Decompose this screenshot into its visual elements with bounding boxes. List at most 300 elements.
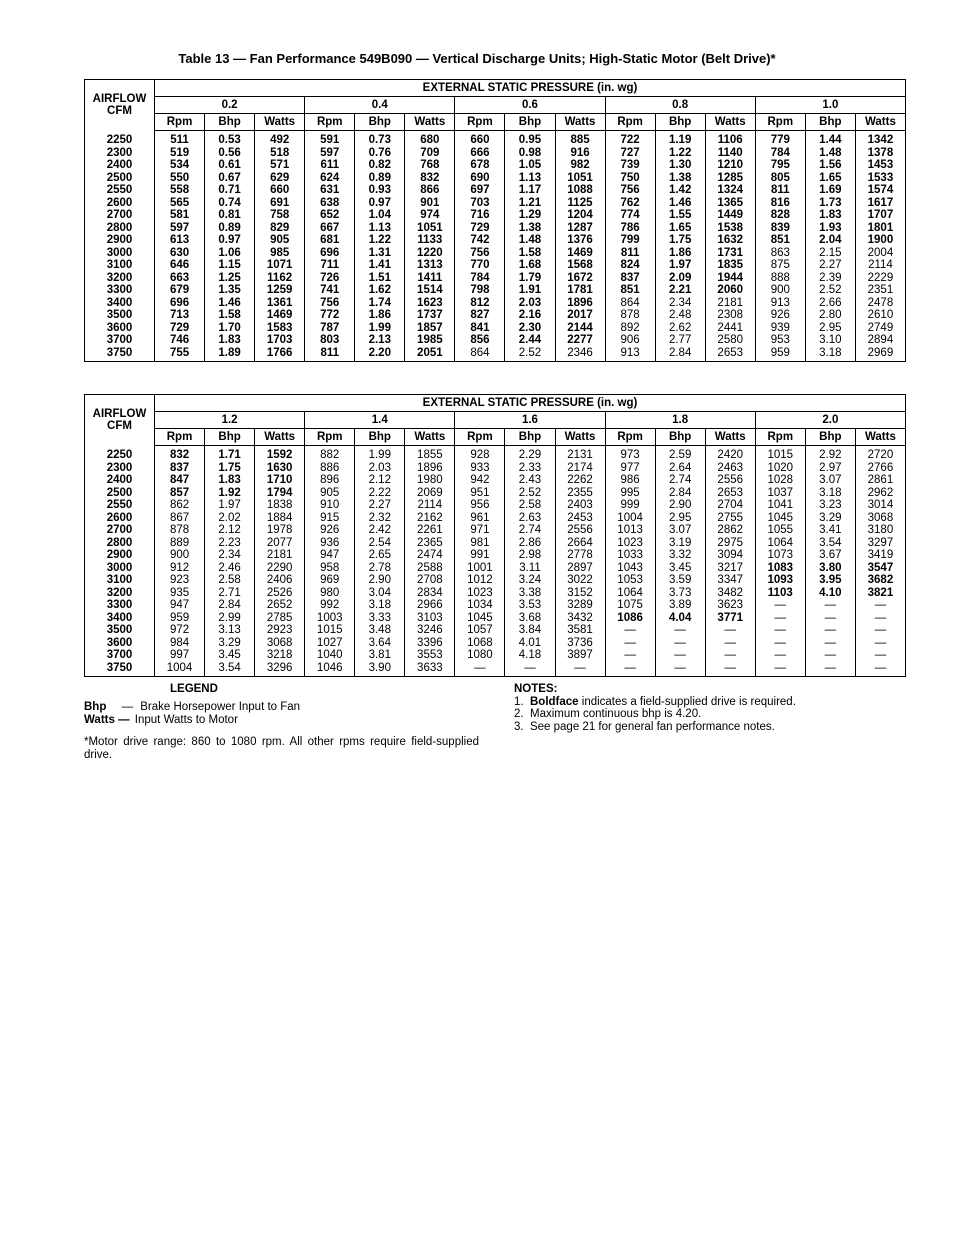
bhp-cell: 2.66 — [805, 297, 855, 310]
table-row — [85, 612, 906, 625]
rpm-cell: 915 — [305, 512, 355, 525]
table-row — [85, 131, 906, 147]
bhp-cell: 3.24 — [505, 574, 555, 587]
bhp-cell: 3.19 — [655, 537, 705, 550]
watts-cell: 3771 — [705, 612, 755, 625]
rpm-cell: 1057 — [455, 624, 505, 637]
watts-cell: 1944 — [705, 272, 755, 285]
rpm-cell: 811 — [755, 184, 805, 197]
rpm-cell: 750 — [605, 172, 655, 185]
rpm-cell: 969 — [305, 574, 355, 587]
watts-cell: 2365 — [405, 537, 455, 550]
rpm-cell: 981 — [455, 537, 505, 550]
watts-cell: 2897 — [555, 562, 605, 575]
column-header-watts: Watts — [705, 114, 755, 131]
rpm-cell: 977 — [605, 462, 655, 475]
bhp-cell: 2.63 — [505, 512, 555, 525]
rpm-cell: 923 — [169, 574, 190, 586]
watts-cell: 571 — [255, 159, 305, 172]
column-header-bhp: Bhp — [505, 429, 555, 446]
table-row — [85, 184, 906, 197]
rpm-cell: — — [605, 624, 655, 637]
bhp-cell: 1.13 — [355, 222, 405, 235]
rpm-cell: 803 — [305, 334, 355, 347]
watts-cell: 2894 — [855, 334, 905, 347]
bhp-cell: 0.67 — [205, 172, 255, 185]
bhp-cell: 2.29 — [505, 446, 555, 462]
watts-cell: 3103 — [405, 612, 455, 625]
legend-item-bhp — [84, 701, 300, 713]
rpm-cell: 972 — [169, 624, 190, 636]
bhp-cell: 3.32 — [655, 549, 705, 562]
watts-cell: 1900 — [855, 234, 905, 247]
bhp-cell: — — [505, 662, 555, 677]
bhp-cell: 1.65 — [805, 172, 855, 185]
bhp-cell: 1.73 — [805, 197, 855, 210]
rpm-cell: 799 — [605, 234, 655, 247]
rpm-cell: 1041 — [755, 499, 805, 512]
bhp-cell: 1.83 — [205, 334, 255, 347]
table-row — [85, 599, 906, 612]
table-row — [85, 446, 906, 462]
rpm-cell: 1020 — [755, 462, 805, 475]
rpm-cell: 756 — [605, 184, 655, 197]
bhp-cell: 0.98 — [505, 147, 555, 160]
watts-cell: — — [855, 599, 905, 612]
note-num: 1. — [514, 695, 524, 708]
rpm-cell: 1073 — [755, 549, 805, 562]
watts-cell: 1324 — [705, 184, 755, 197]
watts-cell: 866 — [405, 184, 455, 197]
table-row — [85, 172, 906, 185]
watts-cell: 1313 — [405, 259, 455, 272]
bhp-cell: 2.90 — [655, 499, 705, 512]
airflow-cell: 3200 — [85, 587, 155, 600]
rpm-cell: 935 — [169, 586, 190, 599]
watts-cell: 1623 — [405, 297, 455, 310]
watts-cell: 916 — [555, 147, 605, 160]
watts-cell: 3682 — [855, 574, 905, 587]
rpm-cell: 971 — [455, 524, 505, 537]
rpm-cell: 1012 — [455, 574, 505, 587]
watts-cell: 1125 — [555, 197, 605, 210]
watts-cell: 1737 — [405, 309, 455, 322]
legend-item-watts — [84, 714, 238, 726]
bhp-cell: 2.90 — [355, 574, 405, 587]
rpm-cell: 912 — [169, 561, 190, 574]
bhp-cell: 3.38 — [505, 587, 555, 600]
bhp-cell: 0.74 — [205, 197, 255, 210]
watts-cell: 1469 — [555, 247, 605, 260]
airflow-cell: 2500 — [85, 172, 155, 185]
legend-term: Watts — [84, 714, 115, 726]
bhp-cell: 2.74 — [655, 474, 705, 487]
watts-cell: 982 — [555, 159, 605, 172]
bhp-cell: 2.43 — [505, 474, 555, 487]
table-row — [85, 499, 906, 512]
airflow-cell: 2600 — [85, 197, 155, 210]
rpm-cell: 779 — [755, 131, 805, 147]
airflow-label: AIRFLOW — [92, 93, 147, 106]
bhp-cell: — — [805, 649, 855, 662]
bhp-cell: 1.58 — [505, 247, 555, 260]
bhp-cell: 2.12 — [355, 474, 405, 487]
table-row — [85, 587, 906, 600]
watts-cell: 2923 — [255, 624, 305, 637]
watts-cell: 3180 — [855, 524, 905, 537]
watts-cell: 974 — [405, 209, 455, 222]
rpm-cell: 581 — [169, 209, 190, 221]
bhp-cell: 2.86 — [505, 537, 555, 550]
rpm-cell: 933 — [455, 462, 505, 475]
airflow-cell: 3700 — [85, 334, 155, 347]
bhp-cell: 1.55 — [655, 209, 705, 222]
note-1 — [514, 696, 796, 709]
watts-cell: 1287 — [555, 222, 605, 235]
rpm-cell: — — [755, 637, 805, 650]
watts-cell: 2652 — [255, 599, 305, 612]
rpm-cell: 837 — [169, 461, 190, 474]
watts-cell: 2441 — [705, 322, 755, 335]
bhp-cell: 3.41 — [805, 524, 855, 537]
watts-cell: 518 — [255, 147, 305, 160]
rpm-cell: 886 — [305, 462, 355, 475]
bhp-cell: 2.78 — [355, 562, 405, 575]
note-bold: Boldface — [529, 695, 579, 708]
watts-cell: 2969 — [855, 347, 905, 362]
watts-cell: 1051 — [555, 172, 605, 185]
pressure-header: 1.6 — [455, 412, 605, 429]
airflow-header — [85, 395, 155, 446]
watts-cell: 1071 — [255, 259, 305, 272]
watts-cell: 2588 — [405, 562, 455, 575]
bhp-cell: 1.30 — [655, 159, 705, 172]
table-row — [85, 247, 906, 260]
bhp-cell: 1.17 — [505, 184, 555, 197]
bhp-cell: 3.11 — [505, 562, 555, 575]
watts-cell: 1220 — [405, 247, 455, 260]
watts-cell: 1838 — [255, 499, 305, 512]
watts-cell: 3432 — [555, 612, 605, 625]
legend-dash: — — [121, 701, 134, 713]
rpm-cell: 896 — [305, 474, 355, 487]
watts-cell: 2131 — [555, 446, 605, 462]
watts-cell: 768 — [405, 159, 455, 172]
table-row — [85, 209, 906, 222]
rpm-cell: 1037 — [755, 487, 805, 500]
rpm-cell: 597 — [169, 221, 190, 234]
bhp-cell: 2.74 — [505, 524, 555, 537]
rpm-cell: 722 — [605, 131, 655, 147]
column-header-bhp: Bhp — [805, 429, 855, 446]
bhp-cell: 0.73 — [355, 131, 405, 147]
bhp-cell: 3.73 — [655, 587, 705, 600]
watts-cell: 629 — [255, 172, 305, 185]
watts-cell: 3152 — [555, 587, 605, 600]
column-header-bhp: Bhp — [655, 429, 705, 446]
column-header-bhp: Bhp — [505, 114, 555, 131]
rpm-cell: 839 — [755, 222, 805, 235]
rpm-cell: 991 — [455, 549, 505, 562]
watts-cell: 2749 — [855, 322, 905, 335]
rpm-cell: 961 — [455, 512, 505, 525]
table-row — [85, 512, 906, 525]
watts-cell: 492 — [255, 131, 305, 147]
watts-cell: 1453 — [855, 159, 905, 172]
watts-cell: 1632 — [705, 234, 755, 247]
rpm-cell: 864 — [455, 347, 505, 362]
rpm-cell: 681 — [305, 234, 355, 247]
rpm-cell: 1053 — [605, 574, 655, 587]
static-pressure-header: EXTERNAL STATIC PRESSURE (in. wg) — [155, 80, 906, 97]
rpm-cell: 939 — [755, 322, 805, 335]
bhp-cell: 2.95 — [805, 322, 855, 335]
table-row — [85, 159, 906, 172]
watts-cell: 2556 — [555, 524, 605, 537]
watts-cell: 1538 — [705, 222, 755, 235]
bhp-cell: — — [655, 662, 705, 677]
rpm-cell: 992 — [305, 599, 355, 612]
rpm-cell: 1013 — [605, 524, 655, 537]
rpm-cell: 630 — [169, 246, 190, 259]
rpm-cell: 697 — [455, 184, 505, 197]
watts-cell: 1703 — [255, 334, 305, 347]
watts-cell: 985 — [255, 247, 305, 260]
table-row — [85, 462, 906, 475]
airflow-cell: 2700 — [85, 209, 155, 222]
rpm-cell: 1064 — [755, 537, 805, 550]
rpm-cell: 864 — [605, 297, 655, 310]
bhp-cell: 1.71 — [205, 446, 255, 462]
rpm-cell: 863 — [755, 247, 805, 260]
watts-cell: 2355 — [555, 487, 605, 500]
rpm-cell: 1027 — [305, 637, 355, 650]
bhp-cell: 1.62 — [355, 284, 405, 297]
airflow-cell: 3750 — [85, 347, 155, 362]
bhp-cell: 1.44 — [805, 131, 855, 147]
note-num: 2. — [514, 708, 524, 721]
rpm-cell: 798 — [455, 284, 505, 297]
bhp-cell: 3.29 — [805, 512, 855, 525]
bhp-cell: 2.71 — [205, 587, 255, 600]
rpm-cell: 784 — [755, 147, 805, 160]
rpm-cell: — — [605, 637, 655, 650]
rpm-cell: 900 — [755, 284, 805, 297]
bhp-cell: 4.04 — [655, 612, 705, 625]
table-row — [85, 322, 906, 335]
watts-cell: 2610 — [855, 309, 905, 322]
rpm-cell: 862 — [169, 499, 190, 511]
table-row — [85, 549, 906, 562]
rpm-cell: 947 — [305, 549, 355, 562]
bhp-cell: 2.54 — [355, 537, 405, 550]
watts-cell: 2162 — [405, 512, 455, 525]
rpm-cell: 856 — [455, 334, 505, 347]
watts-cell: 660 — [255, 184, 305, 197]
rpm-cell: — — [605, 662, 655, 677]
watts-cell: 3022 — [555, 574, 605, 587]
rpm-cell: 696 — [169, 296, 190, 309]
airflow-cell: 3400 — [85, 612, 155, 625]
watts-cell: 1794 — [255, 487, 305, 500]
rpm-cell: 756 — [305, 297, 355, 310]
rpm-cell: 1015 — [755, 446, 805, 462]
bhp-cell: 1.29 — [505, 209, 555, 222]
rpm-cell: 928 — [455, 446, 505, 462]
bhp-cell: 3.68 — [505, 612, 555, 625]
bhp-cell: 3.54 — [205, 662, 255, 677]
bhp-cell: — — [655, 637, 705, 650]
watts-cell: 1592 — [255, 446, 305, 462]
watts-cell: 3581 — [555, 624, 605, 637]
bhp-cell: 1.68 — [505, 259, 555, 272]
bhp-cell: 2.84 — [655, 347, 705, 362]
table-row — [85, 347, 906, 362]
bhp-cell: 1.97 — [655, 259, 705, 272]
bhp-cell: 3.18 — [805, 347, 855, 362]
rpm-cell: 739 — [605, 159, 655, 172]
bhp-cell: — — [805, 637, 855, 650]
bhp-cell: 1.46 — [655, 197, 705, 210]
rpm-cell: 534 — [169, 159, 190, 171]
rpm-cell: 827 — [455, 309, 505, 322]
rpm-cell: 906 — [605, 334, 655, 347]
rpm-cell: 1093 — [755, 574, 805, 587]
rpm-cell: 795 — [755, 159, 805, 172]
rpm-cell: 774 — [605, 209, 655, 222]
watts-cell: — — [855, 649, 905, 662]
watts-cell: 1514 — [405, 284, 455, 297]
watts-cell: 3347 — [705, 574, 755, 587]
bhp-cell: 1.75 — [655, 234, 705, 247]
bhp-cell: 3.10 — [805, 334, 855, 347]
watts-cell: 2174 — [555, 462, 605, 475]
bhp-cell: 2.30 — [505, 322, 555, 335]
table-row — [85, 284, 906, 297]
watts-cell: 2114 — [855, 259, 905, 272]
watts-cell: 1365 — [705, 197, 755, 210]
watts-cell: 1133 — [405, 234, 455, 247]
pressure-header: 1.0 — [755, 97, 905, 114]
rpm-cell: 1023 — [605, 537, 655, 550]
rpm-cell: 729 — [169, 321, 190, 334]
bhp-cell: 3.18 — [355, 599, 405, 612]
watts-cell: 1857 — [405, 322, 455, 335]
bhp-cell: 3.18 — [805, 487, 855, 500]
table-row — [85, 637, 906, 650]
bhp-cell: 2.44 — [505, 334, 555, 347]
bhp-cell: — — [805, 612, 855, 625]
bhp-cell: 0.56 — [205, 147, 255, 160]
airflow-cell: 3300 — [85, 599, 155, 612]
column-header-watts: Watts — [555, 429, 605, 446]
watts-cell: 1985 — [405, 334, 455, 347]
rpm-cell: 772 — [305, 309, 355, 322]
bhp-cell: 0.81 — [205, 209, 255, 222]
rpm-cell: 811 — [305, 347, 355, 362]
watts-cell: 901 — [405, 197, 455, 210]
rpm-cell: 956 — [455, 499, 505, 512]
bhp-cell: 2.27 — [805, 259, 855, 272]
rpm-cell: 679 — [169, 284, 190, 296]
watts-cell: 1342 — [855, 131, 905, 147]
bhp-cell: 1.38 — [505, 222, 555, 235]
page-title: Table 13 — Fan Performance 549B090 — Vertical Discharge Units; High-Static Motor (Belt Drive)* — [178, 51, 776, 66]
column-header-watts: Watts — [705, 429, 755, 446]
cfm-label: CFM — [107, 105, 132, 118]
bhp-cell: 1.58 — [205, 309, 255, 322]
column-header-bhp: Bhp — [205, 429, 255, 446]
rpm-cell: — — [755, 649, 805, 662]
rpm-cell: 1046 — [305, 662, 355, 677]
bhp-cell: 0.76 — [355, 147, 405, 160]
bhp-cell: 2.32 — [355, 512, 405, 525]
rpm-cell: 832 — [169, 449, 190, 461]
watts-cell: 2308 — [705, 309, 755, 322]
rpm-cell: 847 — [169, 474, 190, 486]
cfm-label: CFM — [107, 420, 132, 433]
table-row — [85, 474, 906, 487]
bhp-cell: 2.03 — [355, 462, 405, 475]
bhp-cell: 2.65 — [355, 549, 405, 562]
bhp-cell: 3.80 — [805, 562, 855, 575]
bhp-cell: 2.98 — [505, 549, 555, 562]
rpm-cell: 638 — [305, 197, 355, 210]
watts-cell: 1568 — [555, 259, 605, 272]
table-row — [85, 562, 906, 575]
watts-cell: 2708 — [405, 574, 455, 587]
airflow-cell: 2500 — [85, 487, 155, 500]
airflow-cell: 3600 — [85, 637, 155, 650]
rpm-cell: 558 — [169, 184, 190, 196]
watts-cell: 3623 — [705, 599, 755, 612]
bhp-cell: 2.34 — [205, 549, 255, 562]
watts-cell: — — [855, 637, 905, 650]
rpm-cell: 711 — [305, 259, 355, 272]
table-row — [85, 234, 906, 247]
legend-dash: — — [118, 714, 130, 726]
rpm-cell: 882 — [305, 446, 355, 462]
motor-footnote: *Motor drive range: 860 to 1080 rpm. All other rpms require field-supplied drive. — [84, 736, 479, 761]
table-row — [85, 197, 906, 210]
rpm-cell: 1103 — [755, 587, 805, 600]
watts-cell: — — [855, 612, 905, 625]
watts-cell: 1707 — [855, 209, 905, 222]
bhp-cell: 2.80 — [805, 309, 855, 322]
rpm-cell: 770 — [455, 259, 505, 272]
rpm-cell: 816 — [755, 197, 805, 210]
pressure-header: 1.8 — [605, 412, 755, 429]
legend-desc: Input Watts to Motor — [134, 714, 238, 726]
watts-cell: 1533 — [855, 172, 905, 185]
rpm-cell: 857 — [169, 486, 190, 499]
bhp-cell: 3.48 — [355, 624, 405, 637]
rpm-cell: 1034 — [455, 599, 505, 612]
airflow-cell: 3750 — [85, 662, 155, 677]
watts-cell: — — [555, 662, 605, 677]
watts-cell: 1210 — [705, 159, 755, 172]
rpm-cell: 1033 — [605, 549, 655, 562]
column-header-bhp: Bhp — [805, 114, 855, 131]
watts-cell: 2861 — [855, 474, 905, 487]
note-2 — [514, 708, 796, 721]
bhp-cell: 4.10 — [805, 587, 855, 600]
bhp-cell: 2.77 — [655, 334, 705, 347]
watts-cell: 1731 — [705, 247, 755, 260]
rpm-cell: — — [755, 662, 805, 677]
watts-cell: 1574 — [855, 184, 905, 197]
watts-cell: 1835 — [705, 259, 755, 272]
